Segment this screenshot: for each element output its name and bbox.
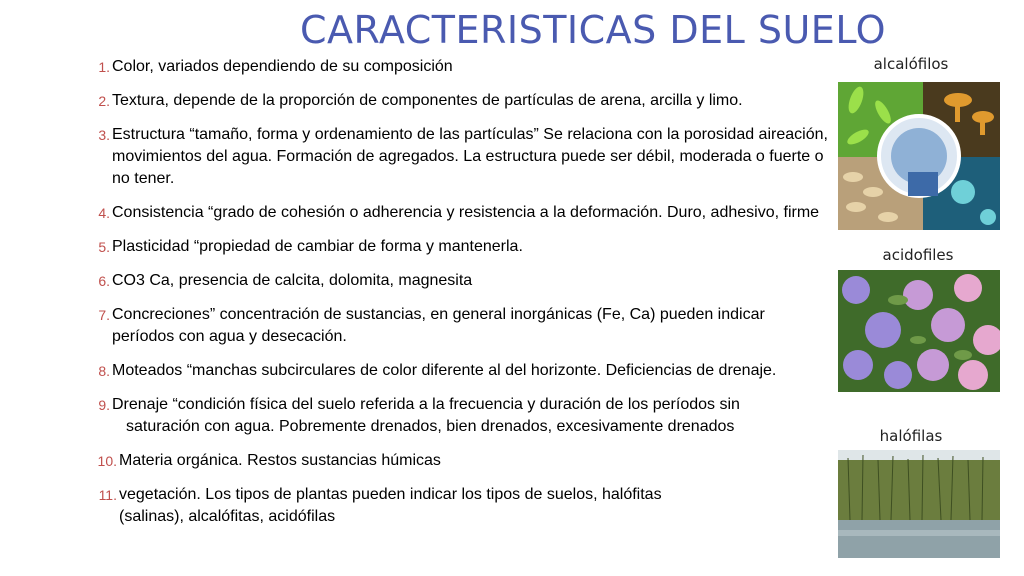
list-item <box>90 304 830 348</box>
acidofiles-image <box>838 270 1000 392</box>
acidofiles-label: acidofiles <box>882 246 954 264</box>
halofilas-label: halófilas <box>879 427 943 445</box>
item-text: Estructura “tamaño, forma y ordenamiento de las partículas” Se relaciona con la porosidad aireación, movimientos del agua. Formación de agregados. La estructura puede ser débil, moderada o fuerte o no tener. <box>112 126 828 187</box>
list-item <box>90 124 830 190</box>
item-text-line: Drenaje “condición física del suelo referida a la frecuencia y duración de los períodos sin <box>112 396 740 413</box>
alcalofilos-label: alcalófilos <box>873 55 949 73</box>
item-text <box>112 394 830 438</box>
item-number: 2. <box>98 93 110 109</box>
item-text: CO3 Ca, presencia de calcita, dolomita, magnesita <box>112 272 473 289</box>
item-text: Materia orgánica. Restos sustancias húmicas <box>119 452 441 469</box>
item-number: 6. <box>98 273 110 289</box>
list-item <box>90 90 830 112</box>
page-title: CARACTERISTICAS DEL SUELO <box>300 8 887 52</box>
halofilas-image <box>838 450 1000 558</box>
item-text-line: (salinas), alcalófitas, acidófilas <box>119 508 336 525</box>
item-text <box>119 484 830 528</box>
microbes-collage-icon <box>838 82 1000 230</box>
list-item <box>90 450 830 472</box>
alcalofilos-image <box>838 82 1000 230</box>
reeds-wetland-icon <box>838 450 1000 558</box>
item-number: 3. <box>98 127 110 143</box>
item-text: Plasticidad “propiedad de cambiar de forma y mantenerla. <box>112 238 523 255</box>
hydrangea-flowers-icon <box>838 270 1000 392</box>
list-item <box>90 236 830 258</box>
item-number: 11. <box>98 487 117 503</box>
item-number: 10. <box>97 453 117 469</box>
item-text: Color, variados dependiendo de su composición <box>112 58 453 75</box>
item-text-line: vegetación. Los tipos de plantas pueden indicar los tipos de suelos, halófitas <box>119 486 662 503</box>
item-number: 4. <box>98 205 110 221</box>
item-text-line: saturación con agua. Pobremente drenados, bien drenados, excesivamente drenados <box>126 418 735 435</box>
item-text: Moteados “manchas subcirculares de color diferente al del horizonte. Deficiencias de drenaje. <box>112 362 777 379</box>
item-number: 9. <box>98 397 110 413</box>
list-item <box>90 202 830 224</box>
list-item <box>90 360 830 382</box>
characteristics-list <box>90 56 830 540</box>
item-number: 8. <box>98 363 110 379</box>
list-item <box>90 56 830 78</box>
list-item <box>90 270 830 292</box>
item-number: 1. <box>98 59 110 75</box>
list-item <box>90 394 830 438</box>
item-text: Concreciones” concentración de sustancias, en general inorgánicas (Fe, Ca) pueden indicar períodos con agua y desecación. <box>112 306 765 345</box>
item-number: 5. <box>98 239 110 255</box>
item-text: Consistencia “grado de cohesión o adherencia y resistencia a la deformación. Duro, adhesivo, firme <box>112 204 820 221</box>
item-number: 7. <box>98 307 110 323</box>
list-item <box>90 484 830 528</box>
item-text: Textura, depende de la proporción de componentes de partículas de arena, arcilla y limo. <box>112 92 743 109</box>
